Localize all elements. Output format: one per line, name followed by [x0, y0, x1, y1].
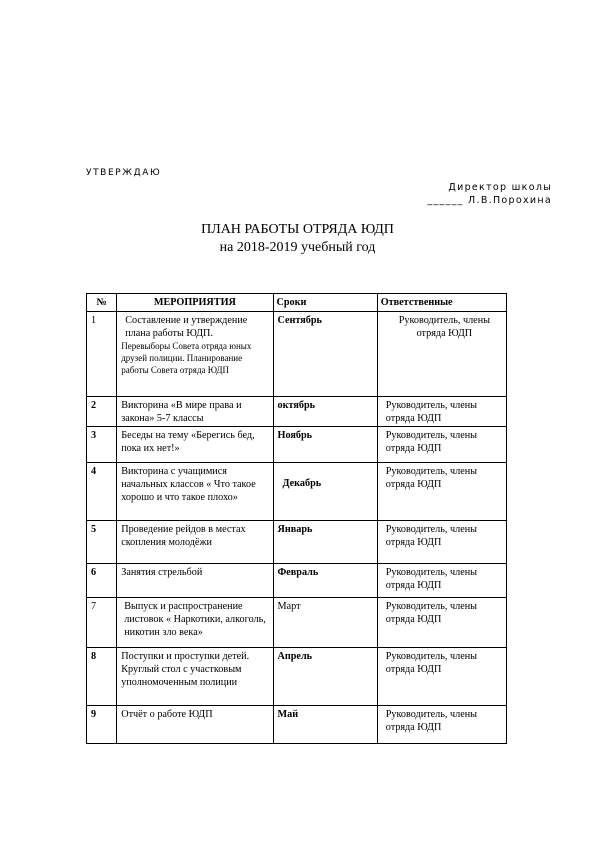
- row-number: 2: [87, 397, 117, 427]
- row-date: Сентябрь: [273, 312, 377, 397]
- row-date: Февраль: [273, 564, 377, 598]
- row-responsible: Руководитель, члены отряда ЮДП: [377, 312, 506, 397]
- plan-table: [86, 293, 507, 744]
- row-date: Апрель: [273, 648, 377, 706]
- row-responsible: Руководитель, члены отряда ЮДП: [377, 397, 506, 427]
- row-event: Викторина с учащимися начальных классов « Что такое хорошо и что такое плохо»: [117, 463, 273, 521]
- row-responsible: Руководитель, члены отряда ЮДП: [377, 521, 506, 564]
- row-date: Декабрь: [273, 463, 377, 521]
- document-title: ПЛАН РАБОТЫ ОТРЯДА ЮДП: [201, 222, 394, 237]
- row-event-main: Составление и утверждение плана работы ЮДП.: [125, 315, 248, 339]
- row-responsible: Руководитель, члены отряда ЮДП: [377, 706, 506, 744]
- table-row: [87, 397, 507, 427]
- table-row: [87, 463, 507, 521]
- row-responsible: Руководитель, члены отряда ЮДП: [377, 648, 506, 706]
- row-event: Поступки и проступки детей. Круглый стол с участковым уполномоченным полиции: [117, 648, 273, 706]
- row-date: Январь: [273, 521, 377, 564]
- row-number: 1: [87, 312, 117, 397]
- row-responsible: Руководитель, члены отряда ЮДП: [377, 564, 506, 598]
- table-row: [87, 598, 507, 648]
- row-date: Май: [273, 706, 377, 744]
- row-date: октябрь: [273, 397, 377, 427]
- table-row: [87, 427, 507, 463]
- row-responsible: Руководитель, члены отряда ЮДП: [377, 598, 506, 648]
- row-date: Ноябрь: [273, 427, 377, 463]
- director-signature-block: [427, 181, 552, 207]
- header-number: №: [87, 294, 117, 312]
- row-number: 6: [87, 564, 117, 598]
- table-row: [87, 312, 507, 397]
- row-number: 9: [87, 706, 117, 744]
- row-event: [117, 312, 273, 397]
- row-event: Отчёт о работе ЮДП: [117, 706, 273, 744]
- row-event: Выпуск и распространение листовок « Наркотики, алкоголь, никотин зло века»: [117, 598, 273, 648]
- row-event: Занятия стрельбой: [117, 564, 273, 598]
- header-responsible: Ответственные: [377, 294, 506, 312]
- row-number: 7: [87, 598, 117, 648]
- director-name: ______ Л.В.Порохина: [427, 195, 552, 206]
- row-event: Проведение рейдов в местах скопления молодёжи: [117, 521, 273, 564]
- director-title: Директор школы: [448, 182, 552, 193]
- row-date: Март: [273, 598, 377, 648]
- row-number: 3: [87, 427, 117, 463]
- row-number: 8: [87, 648, 117, 706]
- table-row: [87, 648, 507, 706]
- table-header-row: [87, 294, 507, 312]
- row-number: 5: [87, 521, 117, 564]
- document-subtitle: на 2018-2019 учебный год: [219, 240, 376, 255]
- row-event: Беседы на тему «Берегись бед, пока их нет!»: [117, 427, 273, 463]
- table-row: [87, 521, 507, 564]
- table-row: [87, 706, 507, 744]
- row-number: 4: [87, 463, 117, 521]
- table-row: [87, 564, 507, 598]
- row-responsible: Руководитель, члены отряда ЮДП: [377, 427, 506, 463]
- approve-label: УТВЕРЖДАЮ: [86, 168, 162, 178]
- row-responsible: Руководитель, члены отряда ЮДП: [377, 463, 506, 521]
- row-event-extra: Перевыборы Совета отряда юных друзей полиции. Планирование работы Совета отряда ЮДП: [121, 341, 252, 375]
- row-event: Викторина «В мире права и закона» 5-7 классы: [117, 397, 273, 427]
- header-events: МЕРОПРИЯТИЯ: [117, 294, 273, 312]
- header-dates: Сроки: [273, 294, 377, 312]
